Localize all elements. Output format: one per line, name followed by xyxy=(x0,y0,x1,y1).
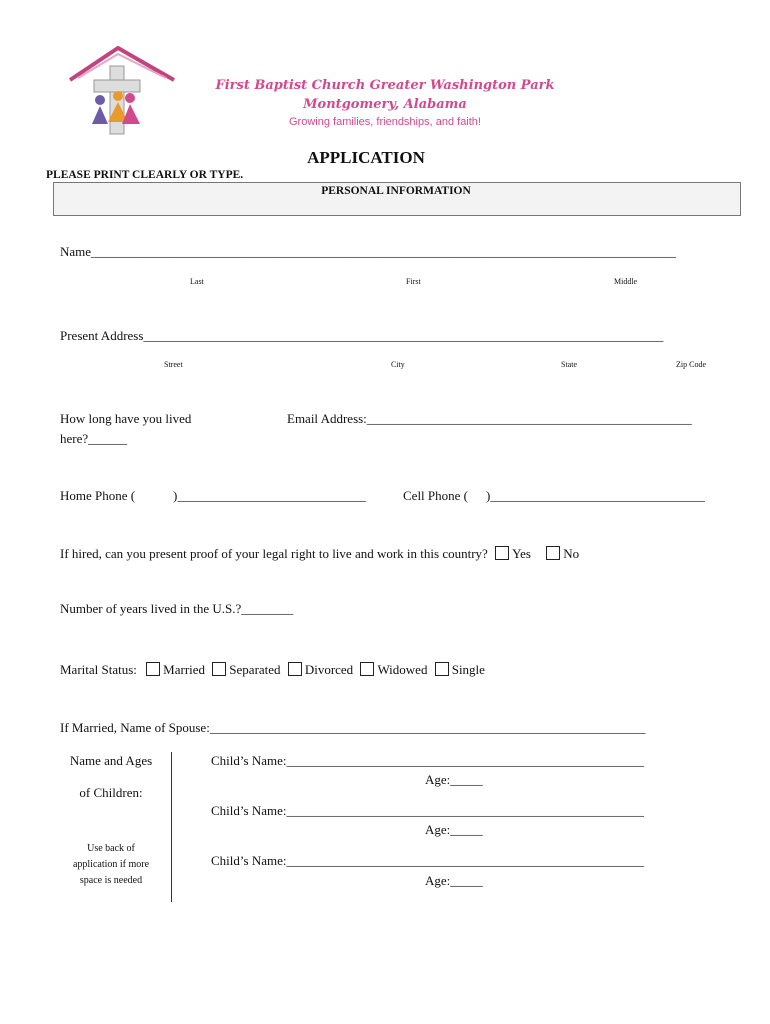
state-sublabel: State xyxy=(561,360,577,369)
child-age-field-2[interactable]: Age:_____ xyxy=(425,822,483,837)
church-logo xyxy=(66,44,178,138)
single-label: Single xyxy=(451,662,485,677)
child-name-label: Child’s Name: xyxy=(211,853,287,868)
legal-right-question: If hired, can you present proof of your legal right to live and work in this country? Yes No xyxy=(60,546,580,561)
name-label: Name xyxy=(60,244,92,259)
cell-phone-label: Cell Phone ( xyxy=(403,488,468,503)
address-field[interactable]: Present Address________________________________________________________________________________ xyxy=(60,328,664,343)
address-label: Present Address xyxy=(60,328,144,343)
yes-label: Yes xyxy=(512,546,531,561)
child-age-field-1[interactable]: Age:_____ xyxy=(425,772,483,787)
org-name-line2: Montgomery, Alabama xyxy=(303,97,467,112)
widowed-label: Widowed xyxy=(377,662,428,677)
cell-phone-field[interactable]: )_________________________________ xyxy=(486,488,705,503)
child-name-label: Child’s Name: xyxy=(211,803,287,818)
city-sublabel: City xyxy=(391,360,405,369)
child-name-field-1[interactable]: Child’s Name:_______________________________________________________ xyxy=(211,753,644,768)
child-name-field-3[interactable]: Child’s Name:_______________________________________________________ xyxy=(211,853,644,868)
children-note-3: space is needed xyxy=(79,875,143,886)
how-long-field[interactable]: here?______ xyxy=(60,431,128,446)
zip-sublabel: Zip Code xyxy=(676,360,706,369)
children-note-2: application if more xyxy=(72,859,150,870)
tagline: Growing families, friendships, and faith! xyxy=(289,116,481,128)
form-title: APPLICATION xyxy=(307,148,425,167)
marital-status-row xyxy=(60,662,485,678)
spouse-field[interactable]: If Married, Name of Spouse:___________________________________________________________________ xyxy=(60,720,646,735)
separated-label: Separated xyxy=(229,662,281,677)
divorced-checkbox[interactable] xyxy=(288,662,302,676)
children-label-2: of Children: xyxy=(79,785,143,800)
married-checkbox[interactable] xyxy=(146,662,160,676)
children-note-1: Use back of xyxy=(87,843,135,854)
no-label: No xyxy=(563,546,580,561)
marital-status-label: Marital Status: xyxy=(60,662,137,677)
married-label: Married xyxy=(163,662,206,677)
child-name-field-2[interactable]: Child’s Name:_______________________________________________________ xyxy=(211,803,644,818)
email-field[interactable]: Email Address:__________________________________________________ xyxy=(287,411,692,426)
how-long-label-1: How long have you lived xyxy=(60,411,192,426)
home-phone-label: Home Phone ( xyxy=(60,488,136,503)
no-checkbox[interactable] xyxy=(546,546,560,560)
child-age-field-3[interactable]: Age:_____ xyxy=(425,873,483,888)
name-middle-sublabel: Middle xyxy=(614,277,638,286)
divorced-label: Divorced xyxy=(304,662,354,677)
name-field[interactable]: Name__________________________________________________________________________________________ xyxy=(60,244,677,259)
street-sublabel: Street xyxy=(164,360,183,369)
email-label: Email Address: xyxy=(287,411,367,426)
children-divider xyxy=(171,752,172,902)
yes-checkbox[interactable] xyxy=(495,546,509,560)
single-checkbox[interactable] xyxy=(435,662,449,676)
section-header: PERSONAL INFORMATION xyxy=(321,185,471,197)
spouse-label: If Married, Name of Spouse: xyxy=(60,720,210,735)
child-name-label: Child’s Name: xyxy=(211,753,287,768)
print-instructions: PLEASE PRINT CLEARLY OR TYPE. xyxy=(46,169,244,181)
children-label-1: Name and Ages xyxy=(69,753,153,768)
separated-checkbox[interactable] xyxy=(212,662,226,676)
org-name-line1: First Baptist Church Greater Washington Park xyxy=(215,78,555,93)
years-us-field[interactable]: Number of years lived in the U.S.?________ xyxy=(60,601,294,616)
name-first-sublabel: First xyxy=(406,277,421,286)
widowed-checkbox[interactable] xyxy=(360,662,374,676)
home-phone-field[interactable]: )_____________________________ xyxy=(173,488,366,503)
name-last-sublabel: Last xyxy=(190,277,204,286)
